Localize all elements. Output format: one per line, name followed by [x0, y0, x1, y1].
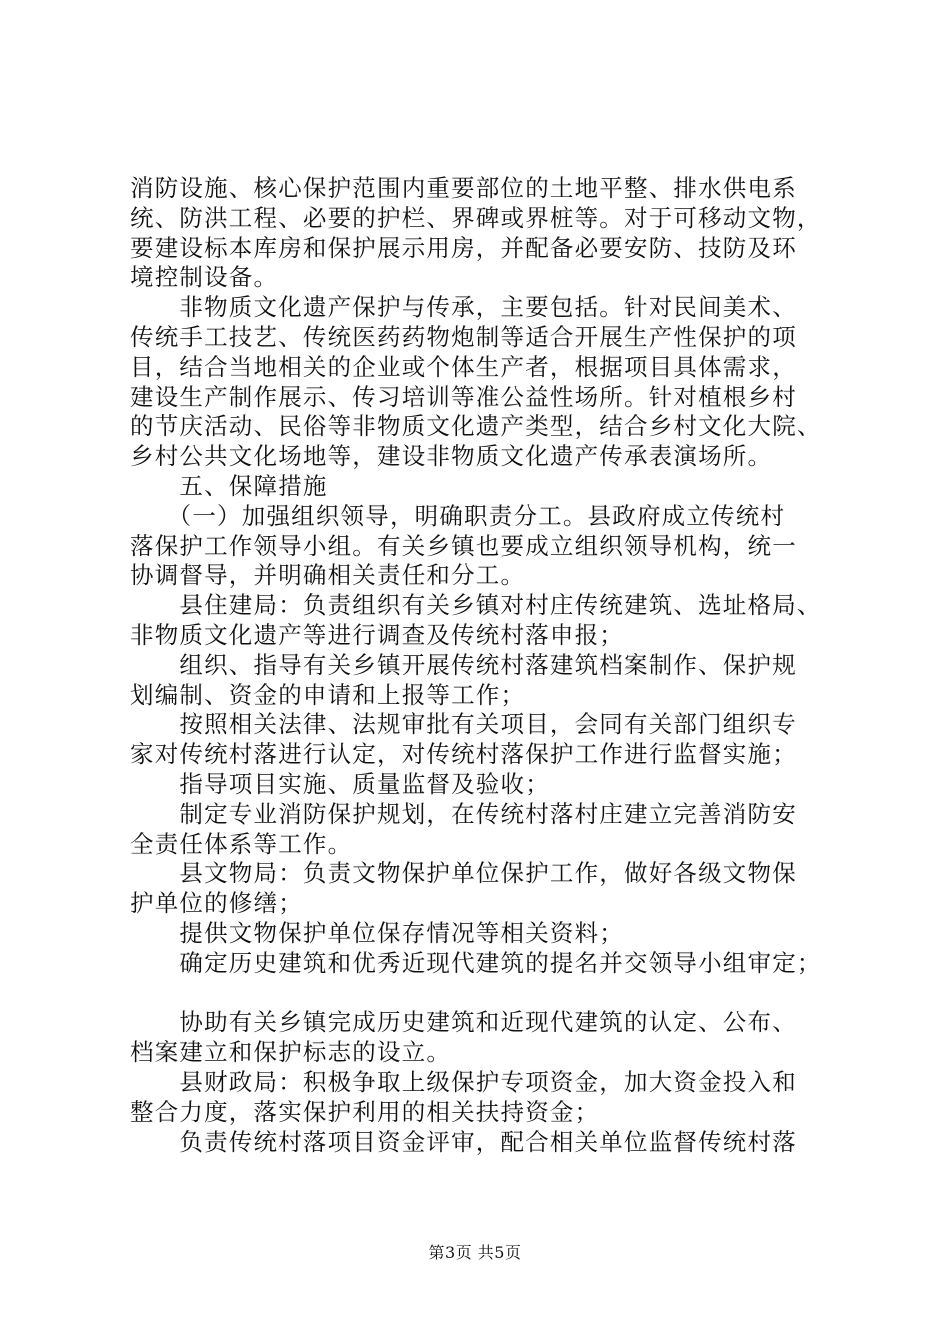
text-line: 县财政局：积极争取上级保护专项资金，加大资金投入和: [130, 1067, 797, 1096]
text-line: 非物质文化遗产保护与传承，主要包括。针对民间美术、: [130, 293, 797, 322]
text-line: 要建设标本库房和保护展示用房，并配备必要安防、技防及环: [130, 233, 797, 262]
text-line: 的节庆活动、民俗等非物质文化遗产类型，结合乡村文化大院、: [130, 412, 822, 441]
text-line: 落保护工作领导小组。有关乡镇也要成立组织领导机构，统一: [130, 531, 797, 560]
text-line: 境控制设备。: [130, 263, 279, 292]
text-line: 组织、指导有关乡镇开展传统村落建筑档案制作、保护规: [130, 650, 797, 679]
text-line: 乡村公共文化场地等，建设非物质文化遗产传承表演场所。: [130, 442, 773, 471]
text-line: （一）加强组织领导，明确职责分工。县政府成立传统村: [130, 501, 786, 530]
text-line: 整合力度，落实保护利用的相关扶持资金；: [130, 1097, 600, 1126]
text-line: 负责传统村落项目资金评审，配合相关单位监督传统村落: [130, 1127, 797, 1156]
text-line: 传统手工技艺、传统医药药物炮制等适合开展生产性保护的项: [130, 322, 797, 351]
text-line: 协助有关乡镇完成历史建筑和近现代建筑的认定、公布、: [130, 1008, 797, 1037]
text-line: 提供文物保护单位保存情况等相关资料；: [130, 918, 624, 947]
blank-line: [130, 979, 835, 1009]
text-line: 建设生产制作展示、传习培训等准公益性场所。针对植根乡村: [130, 382, 797, 411]
document-body: [130, 174, 835, 1157]
text-line: 协调督导，并明确相关责任和分工。: [130, 561, 526, 590]
text-line: 县住建局：负责组织有关乡镇对村庄传统建筑、选址格局、: [130, 591, 822, 620]
section-heading: 五、保障措施: [130, 471, 328, 500]
text-line: 档案建立和保护标志的设立。: [130, 1038, 452, 1067]
text-line: 按照相关法律、法规审批有关项目，会同有关部门组织专: [130, 710, 797, 739]
text-line: 指导项目实施、质量监督及验收；: [130, 769, 550, 798]
text-line: 全责任体系等工作。: [130, 829, 353, 858]
text-line: 护单位的修缮；: [130, 889, 303, 918]
text-line: 县文物局：负责文物保护单位保护工作，做好各级文物保: [130, 859, 797, 888]
text-line: 家对传统村落进行认定，对传统村落保护工作进行监督实施；: [130, 740, 797, 769]
page-footer: [0, 1243, 950, 1263]
text-line: 消防设施、核心保护范围内重要部位的土地平整、排水供电系: [130, 174, 797, 202]
text-line: 非物质文化遗产等进行调查及传统村落申报；: [130, 620, 624, 649]
text-line: 确定历史建筑和优秀近现代建筑的提名并交领导小组审定；: [130, 948, 822, 977]
text-line: 目，结合当地相关的企业或个体生产者，根据项目具体需求，: [130, 352, 797, 381]
page-number: 第3页 共5页: [428, 1243, 522, 1262]
text-line: 划编制、资金的申请和上报等工作；: [130, 680, 526, 709]
text-line: 制定专业消防保护规划，在传统村落村庄建立完善消防安: [130, 799, 797, 828]
text-line: 统、防洪工程、必要的护栏、界碑或界桩等。对于可移动文物，: [130, 203, 822, 232]
